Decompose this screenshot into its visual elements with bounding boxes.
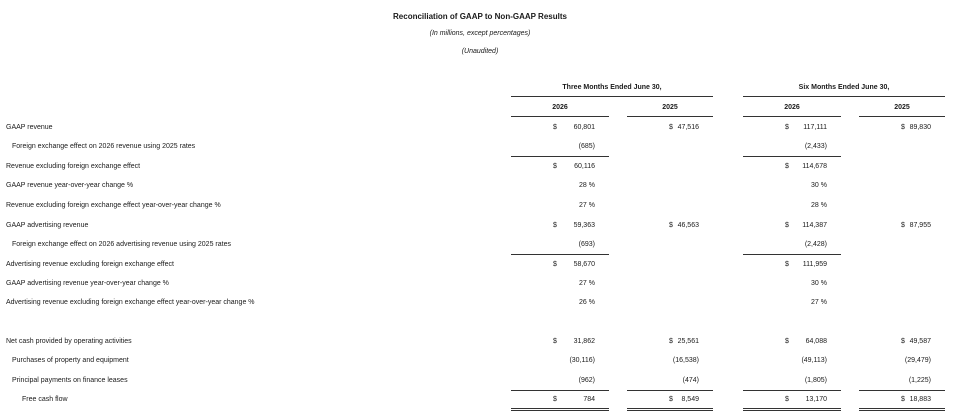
cell-value: 114,678	[802, 163, 827, 170]
currency-symbol: $	[785, 396, 789, 403]
value-cell	[785, 182, 827, 194]
cell-value: 13,170	[805, 396, 827, 403]
cell-value: 47,516	[677, 124, 699, 131]
cell-value: 111,959	[802, 261, 827, 268]
value-cell	[553, 338, 595, 350]
row-label: GAAP advertising revenue	[6, 222, 89, 229]
value-cell	[553, 261, 595, 273]
value-cell	[785, 222, 827, 234]
cell-value: (693)	[578, 241, 595, 248]
currency-symbol: $	[669, 124, 673, 131]
cell-value: 26 %	[579, 299, 595, 306]
cell-value: 114,387	[802, 222, 827, 229]
value-cell	[553, 396, 595, 408]
total-double-rule	[627, 408, 713, 411]
report-title: Reconciliation of GAAP to Non-GAAP Results	[393, 12, 567, 21]
currency-symbol: $	[785, 124, 789, 131]
cell-value: 18,883	[909, 396, 931, 403]
year-header-rule	[511, 116, 609, 117]
currency-symbol: $	[901, 396, 905, 403]
cell-value: (962)	[578, 377, 595, 384]
cell-value: (1,805)	[804, 377, 827, 384]
year-header: 2025	[662, 104, 678, 111]
cell-value: 27 %	[811, 299, 827, 306]
value-cell	[553, 143, 595, 155]
currency-symbol: $	[553, 338, 557, 345]
cell-value: 27 %	[579, 202, 595, 209]
currency-symbol: $	[669, 338, 673, 345]
value-cell	[553, 280, 595, 292]
subtotal-rule	[511, 390, 609, 391]
subtotal-rule	[627, 390, 713, 391]
cell-value: (1,225)	[908, 377, 931, 384]
row-label: Purchases of property and equipment	[12, 357, 129, 364]
value-cell	[901, 124, 931, 136]
cell-value: 31,862	[573, 338, 595, 345]
subtotal-rule	[859, 390, 945, 391]
value-cell	[901, 396, 931, 408]
row-label: Advertising revenue excluding foreign exchange effect	[6, 261, 174, 268]
value-cell	[553, 163, 595, 175]
value-cell	[901, 377, 931, 389]
currency-symbol: $	[669, 222, 673, 229]
period-header: Six Months Ended June 30,	[798, 84, 890, 91]
currency-symbol: $	[785, 163, 789, 170]
value-cell	[785, 163, 827, 175]
currency-symbol: $	[785, 261, 789, 268]
total-double-rule	[859, 408, 945, 411]
value-cell	[553, 202, 595, 214]
cell-value: 8,549	[681, 396, 699, 403]
row-label: GAAP advertising revenue year-over-year change %	[6, 280, 169, 287]
period-header: Three Months Ended June 30,	[562, 84, 662, 91]
currency-symbol: $	[669, 396, 673, 403]
cell-value: 30 %	[811, 280, 827, 287]
subtotal-rule	[511, 156, 609, 157]
subtotal-rule	[743, 254, 841, 255]
row-label: Revenue excluding foreign exchange effect	[6, 163, 141, 170]
value-cell	[785, 202, 827, 214]
cell-value: 25,561	[677, 338, 699, 345]
cell-value: (30,116)	[569, 357, 595, 364]
cell-value: 30 %	[811, 182, 827, 189]
unaudited-note: (Unaudited)	[461, 48, 499, 55]
cell-value: 60,116	[574, 163, 595, 170]
value-cell	[553, 124, 595, 136]
row-label: GAAP revenue year-over-year change %	[6, 182, 134, 189]
cell-value: (49,113)	[801, 357, 827, 364]
row-label: Foreign exchange effect on 2026 revenue using 2025 rates	[12, 143, 196, 150]
row-label: Principal payments on finance leases	[12, 377, 128, 384]
currency-symbol: $	[553, 222, 557, 229]
cell-value: (29,479)	[904, 357, 931, 364]
value-cell	[669, 396, 699, 408]
value-cell	[785, 299, 827, 311]
value-cell	[785, 357, 827, 369]
year-header-rule	[859, 116, 945, 117]
year-header-rule	[743, 116, 841, 117]
value-cell	[553, 222, 595, 234]
value-cell	[669, 124, 699, 136]
value-cell	[553, 241, 595, 253]
row-label: Free cash flow	[22, 396, 68, 403]
year-header: 2026	[552, 104, 568, 111]
cell-value: 59,363	[573, 222, 595, 229]
cell-value: 784	[583, 396, 595, 403]
year-header-rule	[627, 116, 713, 117]
subtotal-rule	[511, 254, 609, 255]
cell-value: 58,670	[573, 261, 595, 268]
currency-symbol: $	[901, 338, 905, 345]
value-cell	[785, 241, 827, 253]
cell-value: (2,428)	[804, 241, 827, 248]
currency-symbol: $	[553, 124, 557, 131]
subtotal-rule	[743, 390, 841, 391]
cell-value: 64,088	[805, 338, 827, 345]
subtotal-rule	[743, 156, 841, 157]
value-cell	[553, 357, 595, 369]
value-cell	[669, 222, 699, 234]
value-cell	[785, 143, 827, 155]
row-label: GAAP revenue	[6, 124, 53, 131]
cell-value: 60,801	[573, 124, 595, 131]
total-double-rule	[511, 408, 609, 411]
year-header: 2026	[784, 104, 800, 111]
cell-value: 46,563	[677, 222, 699, 229]
row-label: Advertising revenue excluding foreign exchange effect year-over-year change %	[6, 299, 255, 306]
currency-symbol: $	[785, 338, 789, 345]
total-double-rule	[743, 408, 841, 411]
period-header-rule	[743, 96, 945, 97]
row-label: Net cash provided by operating activities	[6, 338, 132, 345]
cell-value: (474)	[682, 377, 699, 384]
cell-value: (2,433)	[804, 143, 827, 150]
period-header-rule	[511, 96, 713, 97]
currency-symbol: $	[553, 163, 557, 170]
value-cell	[785, 280, 827, 292]
row-label: Foreign exchange effect on 2026 advertising revenue using 2025 rates	[12, 241, 231, 248]
currency-symbol: $	[553, 396, 557, 403]
value-cell	[785, 124, 827, 136]
cell-value: 89,830	[909, 124, 931, 131]
cell-value: 28 %	[811, 202, 827, 209]
value-cell	[669, 357, 699, 369]
currency-symbol: $	[785, 222, 789, 229]
cell-value: (16,538)	[672, 357, 699, 364]
value-cell	[553, 377, 595, 389]
cell-value: 49,587	[909, 338, 931, 345]
value-cell	[901, 338, 931, 350]
value-cell	[901, 357, 931, 369]
year-header: 2025	[894, 104, 910, 111]
cell-value: 87,955	[909, 222, 931, 229]
value-cell	[785, 377, 827, 389]
value-cell	[785, 338, 827, 350]
cell-value: 27 %	[579, 280, 595, 287]
report-subtitle: (In millions, except percentages)	[429, 30, 531, 37]
row-label: Revenue excluding foreign exchange effect year-over-year change %	[6, 202, 221, 209]
currency-symbol: $	[553, 261, 557, 268]
value-cell	[553, 299, 595, 311]
value-cell	[901, 222, 931, 234]
value-cell	[553, 182, 595, 194]
cell-value: (685)	[578, 143, 595, 150]
value-cell	[785, 261, 827, 273]
value-cell	[785, 396, 827, 408]
cell-value: 117,111	[803, 124, 827, 131]
currency-symbol: $	[901, 124, 905, 131]
value-cell	[669, 377, 699, 389]
currency-symbol: $	[901, 222, 905, 229]
cell-value: 28 %	[579, 182, 595, 189]
value-cell	[669, 338, 699, 350]
